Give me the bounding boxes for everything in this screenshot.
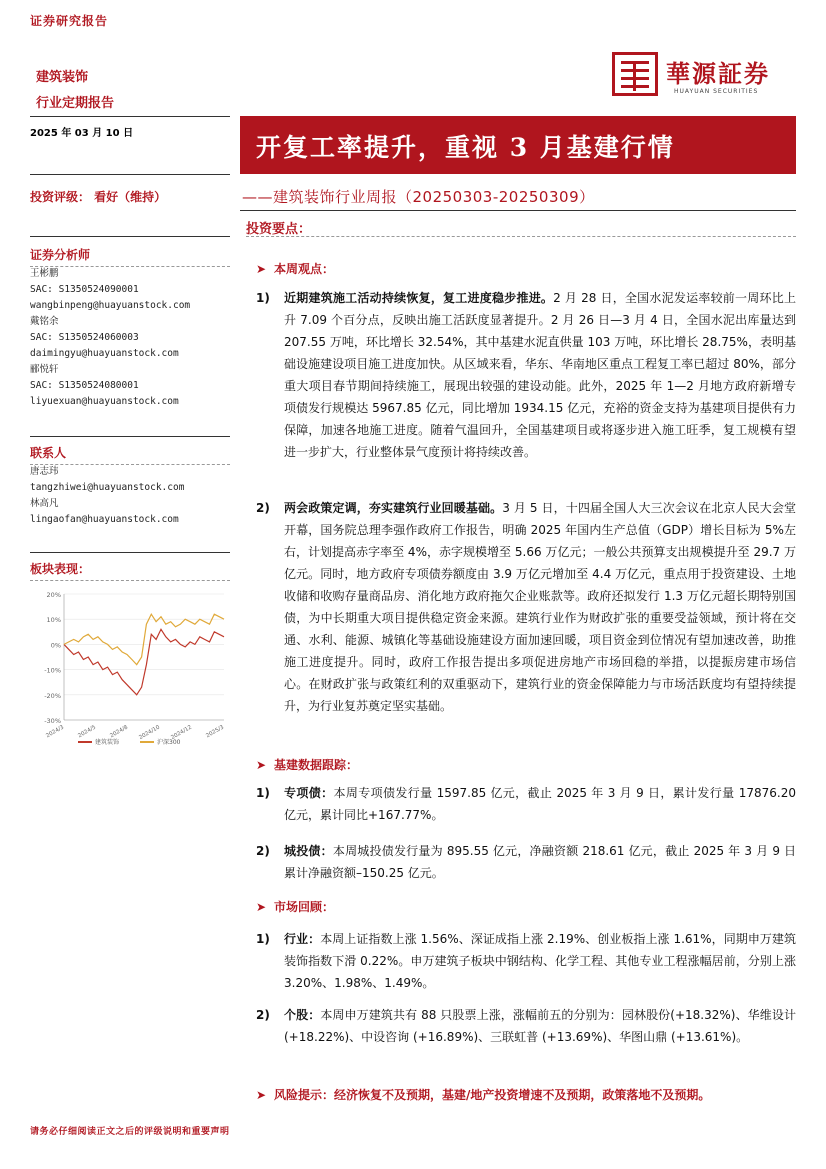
logo-name: 華源証券: [666, 59, 770, 88]
market-review-item: [256, 928, 796, 994]
contact-line: 林高凡: [30, 498, 59, 509]
contacts-heading: 联系人: [30, 444, 230, 465]
market-review-heading: ➤ 市场回顾：: [256, 900, 335, 914]
item-number: 1): [256, 786, 270, 800]
basic-data-item: [256, 782, 796, 826]
arrow-icon: ➤: [256, 262, 267, 276]
divider: [30, 436, 230, 437]
analyst-line: 郦悦轩: [30, 364, 59, 375]
logo-english-name: HUAYUAN SECURITIES: [674, 88, 759, 95]
arrow-icon: ➤: [256, 758, 267, 772]
item-text: 本周上证指数上涨 1.56%、深证成指上涨 2.19%、创业板指上涨 1.61%，同期申万建筑装饰指数下滑 0.22%。申万建筑子板块中钢结构、化学工程、其他专业工程涨幅居前，分别上涨 3.20%、1.98%、1.49%。: [284, 932, 796, 990]
item-number: 1): [256, 291, 270, 305]
divider: [240, 210, 796, 211]
item-text: 本周申万建筑共有 88 只股票上涨，涨幅前五的分别为：园林股份(+18.32%)、华维设计 (+18.22%)、中设咨询 (+16.89%)、三联虹普 (+13.69%)、华图山鼎 (+13.61%)。: [284, 1008, 796, 1044]
divider: [30, 552, 230, 553]
disclaimer-footer: 请务必仔细阅读正文之后的评级说明和重要声明: [30, 1127, 230, 1137]
analyst-email[interactable]: daimingyu@huayuanstock.com: [30, 348, 179, 359]
item-text: 本周城投债发行量为 895.55 亿元，净融资额 218.61 亿元，截止 2025 年 3 月 9 日累计净融资额–150.25 亿元。: [284, 844, 796, 880]
industry-label: 建筑装饰: [36, 70, 89, 85]
analyst-line: 戴铭余: [30, 316, 59, 327]
arrow-icon: ➤: [256, 900, 267, 914]
report-type-label: 行业定期报告: [36, 96, 115, 111]
report-title: 开复工率提升，重视 3 月基建行情: [256, 133, 675, 162]
y-tick-label: 0%: [50, 641, 61, 650]
basic-data-heading: ➤ 基建数据跟踪：: [256, 758, 359, 772]
y-tick-label: -30%: [44, 717, 61, 725]
x-tick-label: 2025/3: [205, 724, 225, 740]
sector-performance-chart: [34, 586, 230, 750]
analyst-email[interactable]: liyuexuan@huayuanstock.com: [30, 396, 179, 407]
contact-email[interactable]: lingaofan@huayuanstock.com: [30, 514, 179, 525]
analysts-heading: 证券分析师: [30, 246, 230, 267]
legend-label: 沪深300: [157, 739, 181, 746]
weekly-view-item: [256, 497, 796, 717]
analyst-line: SAC: S1350524060003: [30, 332, 139, 343]
chart-heading: 板块表现：: [30, 560, 230, 581]
item-lead: 个股：: [284, 1008, 321, 1022]
item-lead: 近期建筑施工活动持续恢复，复工进度稳步推进。: [284, 291, 554, 305]
item-text: 3 月 5 日，十四届全国人大三次会议在北京人民大会堂开幕，国务院总理李强作政府工作报告，明确 2025 年国内生产总值（GDP）增长目标为 5%左右，计划提高赤字率至 4%，赤字规模增至 5.66 万亿元；一般公共预算支出规模提升至 29.7 万亿元。同时，地方政府专项债券额度由 3.9 万亿元增加至 4.4 万亿元，重点用于投资建设、土地收储和收购存量商品房、消化地方政府拖欠企业账款等。政府还拟发行 1.3 万亿元超长期特别国债，为中长期重大项目提供稳定资金来源。建筑行业作为财政扩张的重要受益领域，预计将在交通、水利、能源、城镇化等基础设施建设方面加速回暖，项目资金到位情况有望加速改善，助推施工进度提升。同时，政府工作报告提出多项促进房地产市场回稳的举措，以提振房建市场信心。在财政扩张与政策红利的双重驱动下，建筑行业的资金保障能力与市场活跃度均有望持续提升，为行业复苏奠定坚实基础。: [284, 501, 796, 713]
x-tick-label: 2024/10: [138, 724, 161, 742]
analyst-line: SAC: S1350524080001: [30, 380, 139, 391]
item-number: 1): [256, 932, 270, 946]
huayuan-logo: [612, 52, 788, 100]
report-date: 2025 年 03 月 10 日: [30, 128, 134, 139]
market-review-item: [256, 1004, 796, 1048]
divider: [30, 174, 230, 175]
item-text: 2 月 28 日，全国水泥发运率较前一周环比上升 7.09 个百分点，反映出施工活跃度显著提升。2 月 26 日—3 月 4 日，全国水泥出库量达到 207.55 万吨，环比增长 32.54%，其中基建水泥直供量 103 万吨，环比增长 28.75%，表明基础设施建设项目施工进度加快。从区域来看，华东、华南地区重点工程复工率已超过 80%，部分重大项目春节期间持续施工，展现出较强的建设动能。此外，2025 年 1—2 月地方政府新增专项债发行规模达 5967.85 亿元，同比增加 1934.15 亿元，充裕的资金支持为基建项目提供有力保障，加速各地施工进度。随着气温回升，全国基建项目或将逐步进入施工旺季，复工规模有望进一步扩大，行业整体景气度预计将持续改善。: [284, 291, 796, 459]
item-number: 2): [256, 501, 270, 515]
divider: [246, 236, 796, 237]
y-tick-label: -10%: [44, 666, 61, 675]
contact-line: 唐志玮: [30, 466, 59, 477]
x-tick-label: 2024/5: [77, 724, 97, 740]
legend-label: 建筑装饰: [95, 739, 120, 746]
y-tick-label: 20%: [46, 591, 61, 599]
weekly-view-item: [256, 287, 796, 463]
report-subtitle: ——建筑装饰行业周报（20250303-20250309）: [242, 188, 595, 206]
item-text: 本周专项债发行量 1597.85 亿元，截止 2025 年 3 月 9 日，累计发行量 17876.20 亿元，累计同比+167.77%。: [284, 786, 796, 822]
item-lead: 城投债：: [284, 844, 333, 858]
title-banner: [240, 116, 796, 174]
report-category-label: 证券研究报告: [30, 14, 109, 28]
x-tick-label: 2024/12: [170, 724, 193, 742]
y-tick-label: -20%: [44, 691, 61, 700]
basic-data-item: [256, 840, 796, 884]
risk-warning: ➤ 风险提示：经济恢复不及预期，基建/地产投资增速不及预期，政策落地不及预期。: [256, 1088, 711, 1102]
analyst-line: SAC: S1350524090001: [30, 284, 139, 295]
analyst-list: [30, 266, 190, 410]
item-lead: 行业：: [284, 932, 321, 946]
contact-email[interactable]: tangzhiwei@huayuanstock.com: [30, 482, 185, 493]
logo-mark-icon: [612, 52, 658, 96]
analyst-email[interactable]: wangbinpeng@huayuanstock.com: [30, 300, 191, 311]
item-lead: 两会政策定调，夯实建筑行业回暖基础。: [284, 501, 503, 515]
x-tick-label: 2024/3: [45, 724, 65, 740]
y-tick-label: 10%: [46, 616, 61, 625]
item-lead: 专项债：: [284, 786, 334, 800]
analyst-line: 王彬鹏: [30, 268, 59, 279]
chart-svg: [34, 586, 230, 750]
item-number: 2): [256, 1008, 270, 1022]
divider: [30, 236, 230, 237]
weekly-view-heading: ➤ 本周观点：: [256, 262, 335, 276]
investment-points-heading: 投资要点：: [246, 222, 312, 237]
arrow-icon: ➤: [256, 1088, 267, 1102]
contact-list: [30, 464, 184, 528]
divider: [30, 116, 230, 117]
item-number: 2): [256, 844, 270, 858]
investment-rating: 投资评级： 看好（维持）: [30, 190, 167, 204]
x-tick-label: 2024/8: [109, 724, 129, 740]
